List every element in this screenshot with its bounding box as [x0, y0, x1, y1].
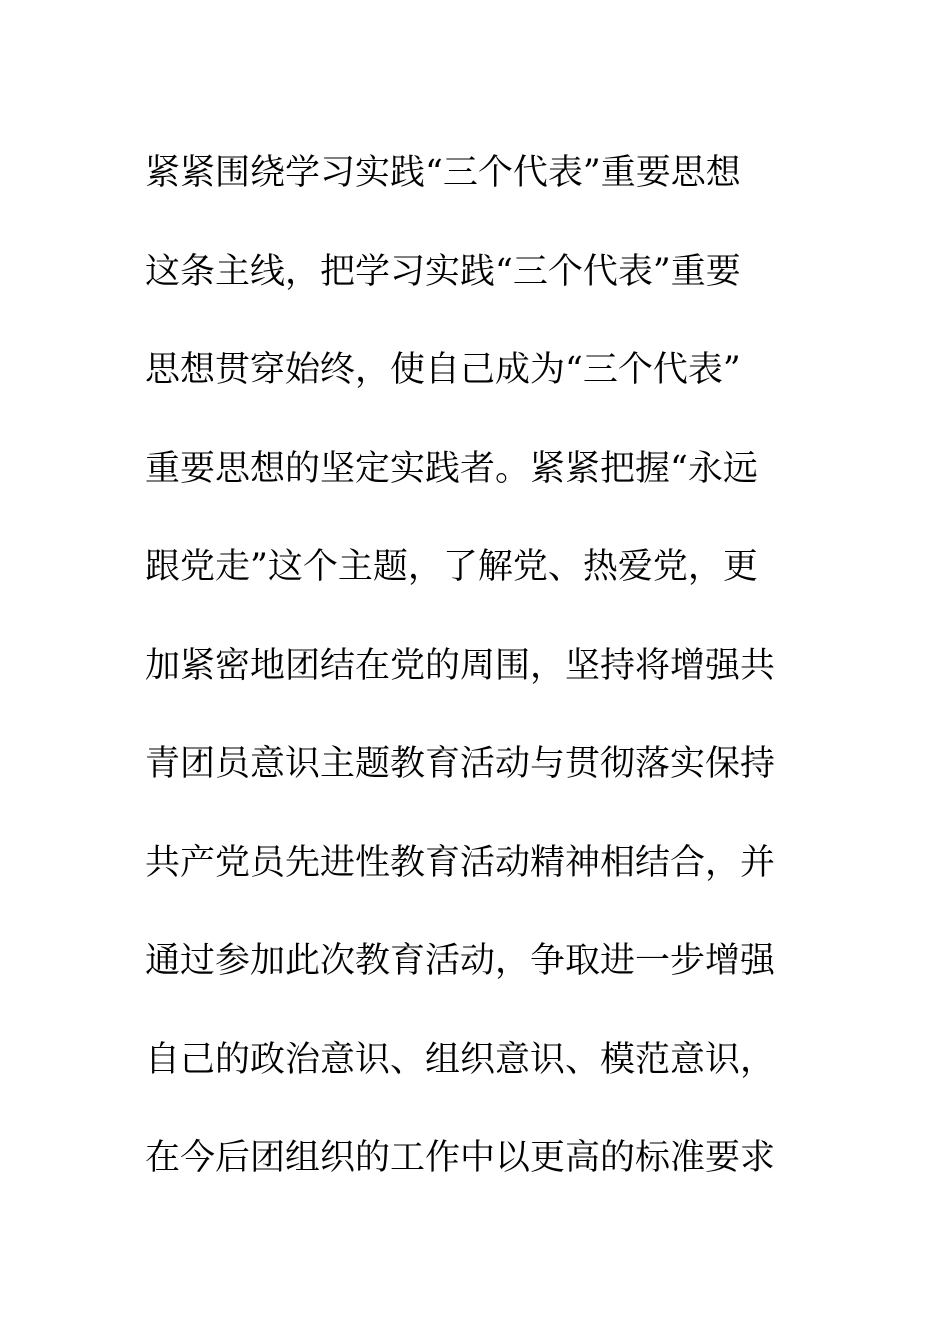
- text-line: 紧紧围绕学习实践“三个代表”重要思想: [145, 153, 741, 193]
- body-text: [145, 124, 785, 1208]
- text-line: 跟党走”这个主题，了解党、热爱党，更: [145, 547, 758, 587]
- text-line: 青团员意识主题教育活动与贯彻落实保持: [145, 744, 776, 784]
- text-line: 通过参加此次教育活动，争取进一步增强: [145, 941, 776, 981]
- text-line: 加紧密地团结在党的周围，坚持将增强共: [145, 645, 776, 686]
- text-line: 共产党员先进性教育活动精神相结合，并: [145, 842, 776, 883]
- text-line: 这条主线，把学习实践“三个代表”重要: [145, 251, 741, 292]
- text-line: 重要思想的坚定实践者。紧紧把握“永远: [145, 448, 758, 489]
- text-line: 在今后团组织的工作中以更高的标准要求: [145, 1138, 776, 1178]
- text-line: 自己的政治意识、组织意识、模范意识，: [145, 1039, 776, 1080]
- text-line: 思想贯穿始终，使自己成为“三个代表”: [145, 350, 741, 390]
